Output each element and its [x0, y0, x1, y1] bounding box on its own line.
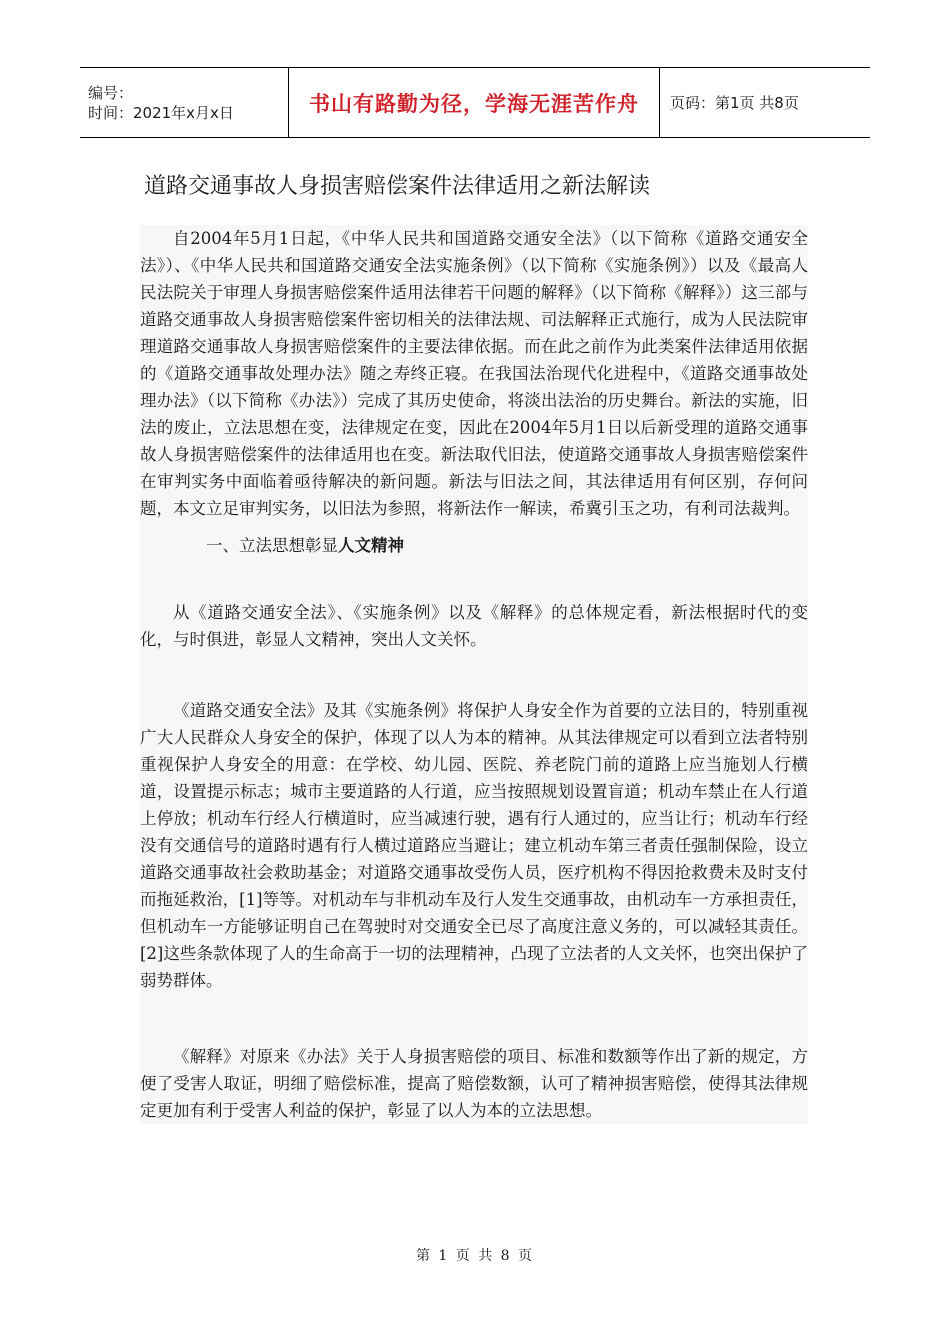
- number-label: 编号：: [88, 83, 134, 102]
- date-label: 时间：2021年x月x日: [88, 103, 234, 122]
- intro-paragraph: 自2004年5月1日起，《中华人民共和国道路交通安全法》（以下简称《道路交通安全法》）、《中华人民共和国道路交通安全法实施条例》（以下简称《实施条例》）以及《最高人民法院关于审理人身损害赔偿案件适用法律若干问题的解释》（以下简称《解释》）这三部与道路交通事故人身损害赔偿案件密切相关的法律法规、司法解释正式施行，成为人民法院审理道路交通事故人身损害赔偿案件的主要法律依据。而在此之前作为此类案件法律适用依据的《道路交通事故处理办法》随之寿终正寝。在我国法治现代化进程中，《道路交通事故处理办法》（以下简称《办法》）完成了其历史使命，将淡出法治的历史舞台。新法的实施，旧法的废止，立法思想在变，法律规定在变，因此在2004年5月1日以后新受理的道路交通事故人身损害赔偿案件的法律适用也在变。新法取代旧法，使道路交通事故人身损害赔偿案件在审判实务中面临着亟待解决的新问题。新法与旧法之间，其法律适用有何区别，存何问题，本文立足审判实务，以旧法为参照，将新法作一解读，希冀引玉之功，有利司法裁判。: [140, 229, 808, 518]
- section-heading: [140, 532, 808, 559]
- document-title: 道路交通事故人身损害赔偿案件法律适用之新法解读: [144, 174, 651, 199]
- header-page-cell: [660, 68, 870, 137]
- motto-text: 书山有路勤为径，学海无涯苦作舟: [309, 91, 639, 116]
- header-motto-cell: [288, 68, 660, 137]
- paragraph-1: 从《道路交通安全法》、《实施条例》以及《解释》的总体规定看，新法根据时代的变化，与时俱进，彰显人文精神，突出人文关怀。: [140, 603, 808, 649]
- document-header: [80, 67, 870, 138]
- page-info: 页码：第1页 共8页: [670, 94, 799, 112]
- header-left-cell: [80, 68, 288, 137]
- section-heading-bold: 人文精神: [338, 536, 404, 555]
- page-footer: 第 1 页 共 8 页: [415, 1248, 535, 1264]
- paragraph-2: 《道路交通安全法》及其《实施条例》将保护人身安全作为首要的立法目的，特别重视广大人民群众人身安全的保护，体现了以人为本的精神。从其法律规定可以看到立法者特别重视保护人身安全的用意：在学校、幼儿园、医院、养老院门前的道路上应当施划人行横道，设置提示标志；城市主要道路的人行道，应当按照规划设置盲道；机动车禁止在人行道上停放；机动车行经人行横道时，应当减速行驶，遇有行人通过的，应当让行；机动车行经没有交通信号的道路时遇有行人横过道路应当避让；建立机动车第三者责任强制保险，设立道路交通事故社会救助基金；对道路交通事故受伤人员，医疗机构不得因抢救费未及时支付而拖延救治，[1]等等。对机动车与非机动车及行人发生交通事故，由机动车一方承担责任，但机动车一方能够证明自己在驾驶时对交通安全已尽了高度注意义务的，可以减轻其责任。[2]这些条款体现了人的生命高于一切的法理精神，凸现了立法者的人文关怀，也突出保护了弱势群体。: [140, 701, 808, 990]
- section-heading-prefix: 一、立法思想彰显: [206, 536, 338, 555]
- paragraph-3: 《解释》对原来《办法》关于人身损害赔偿的项目、标准和数额等作出了新的规定，方便了受害人取证，明细了赔偿标准，提高了赔偿数额，认可了精神损害赔偿，使得其法律规定更加有利于受害人利益的保护，彰显了以人为本的立法思想。: [140, 1047, 808, 1120]
- document-body: [140, 225, 808, 1124]
